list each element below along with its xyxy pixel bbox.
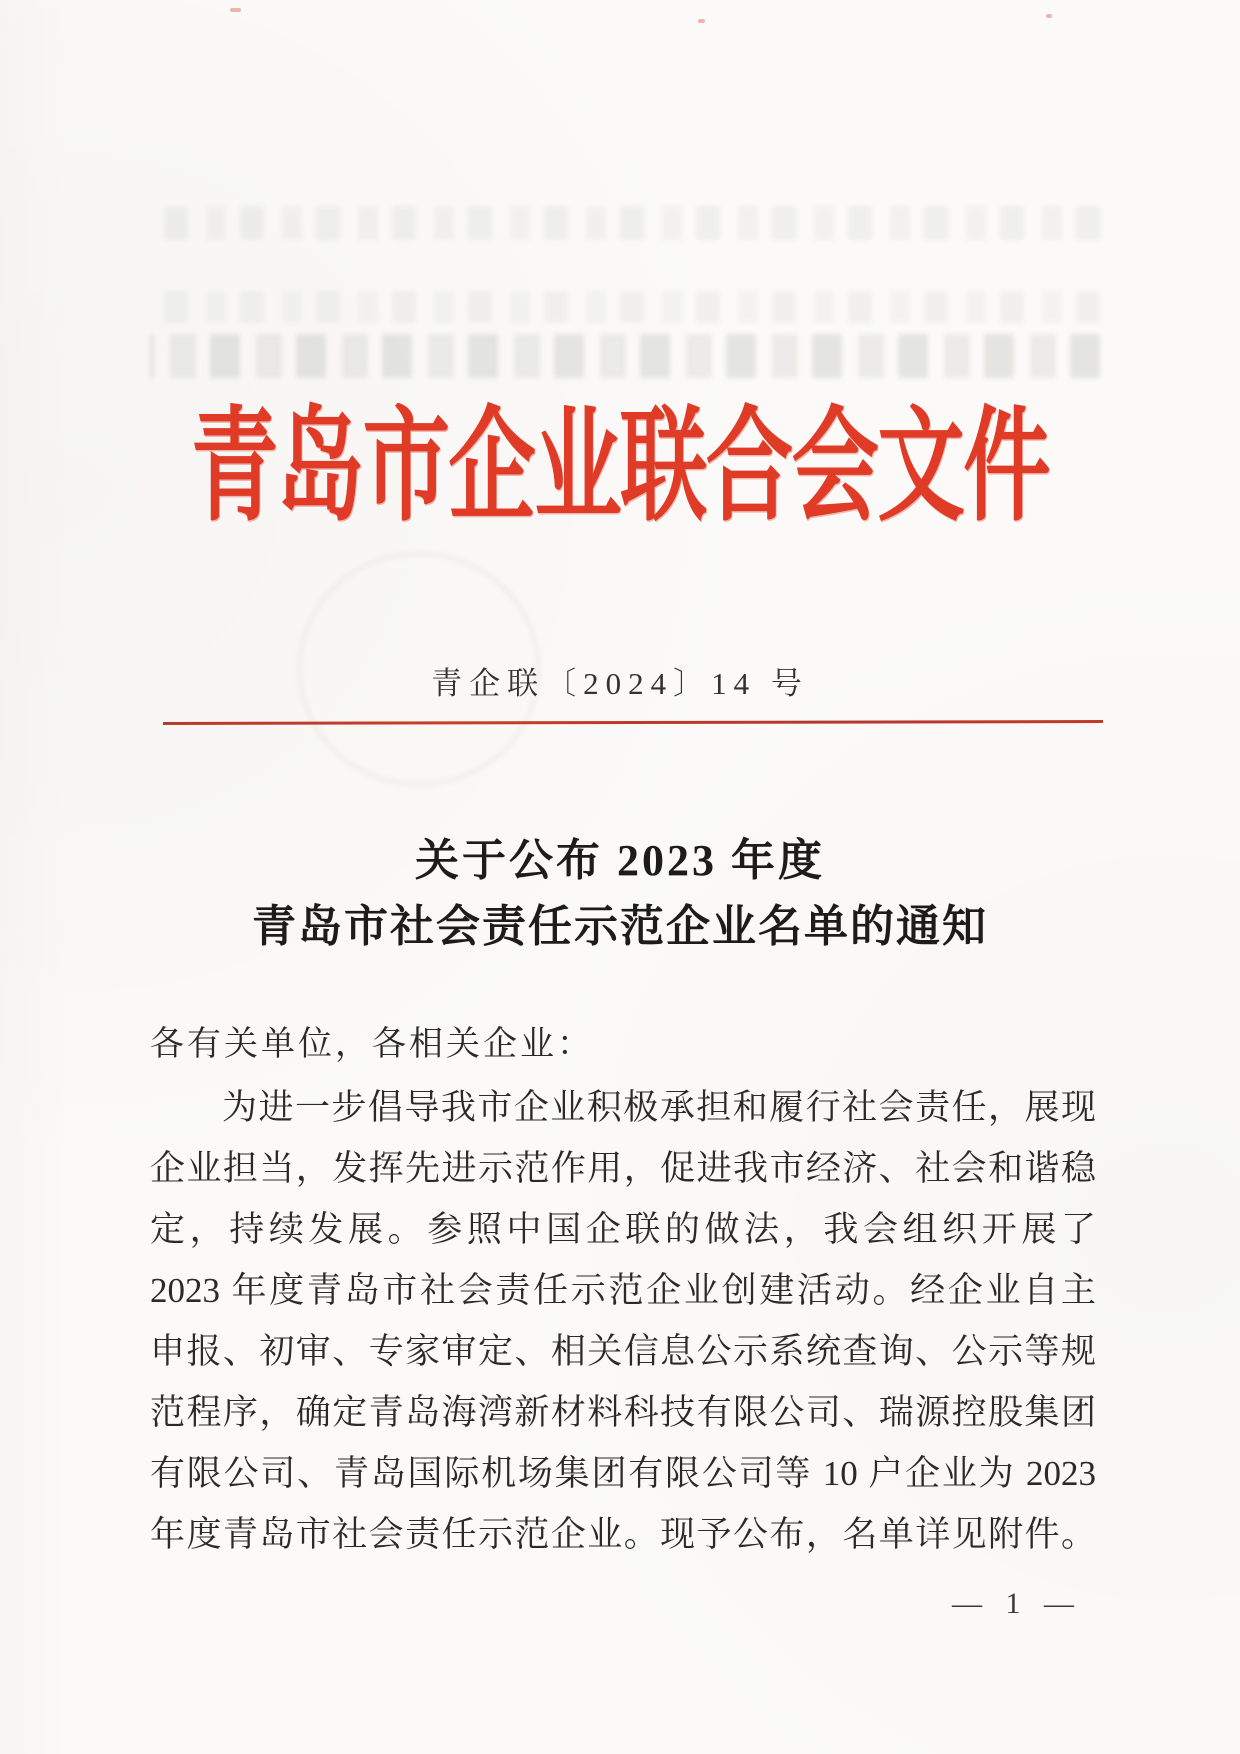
document-number: 青企联〔2024〕14 号 xyxy=(431,666,809,701)
body-line: 申报、初审、专家审定、相关信息公示系统查询、公示等规 xyxy=(150,1332,1096,1371)
scan-artifact-speck xyxy=(1046,14,1052,18)
notice-title-line2: 青岛市社会责任示范企业名单的通知 xyxy=(252,902,988,951)
body-line: 有限公司、青岛国际机场集团有限公司等 10 户企业为 2023 xyxy=(150,1454,1096,1493)
body-line: 年度青岛市社会责任示范企业。现予公布，名单详见附件。 xyxy=(150,1515,1096,1554)
body-paragraph xyxy=(150,1082,1096,1570)
body-line: 为进一步倡导我市企业积极承担和履行社会责任，展现 xyxy=(222,1088,1096,1127)
bleed-through-text-row xyxy=(150,291,1100,323)
red-divider-line xyxy=(163,720,1103,725)
body-line: 范程序，确定青岛海湾新材料科技有限公司、瑞源控股集团 xyxy=(150,1393,1096,1432)
scan-artifact-speck xyxy=(230,8,241,12)
salutation: 各有关单位，各相关企业： xyxy=(150,1026,594,1063)
letterhead-title: 青岛市企业联合会文件 xyxy=(191,399,1050,537)
bleed-through-text-row xyxy=(150,334,1100,378)
page-number: — 1 — xyxy=(952,1587,1074,1620)
body-line: 企业担当，发挥先进示范作用，促进我市经济、社会和谐稳 xyxy=(150,1149,1096,1188)
scan-artifact-speck xyxy=(698,19,705,23)
notice-title-line1: 关于公布 2023 年度 xyxy=(415,836,825,885)
body-line: 定，持续发展。参照中国企联的做法，我会组织开展了 xyxy=(150,1210,1096,1249)
body-line: 2023 年度青岛市社会责任示范企业创建活动。经企业自主 xyxy=(150,1271,1096,1310)
bleed-through-text-row xyxy=(150,206,1100,240)
